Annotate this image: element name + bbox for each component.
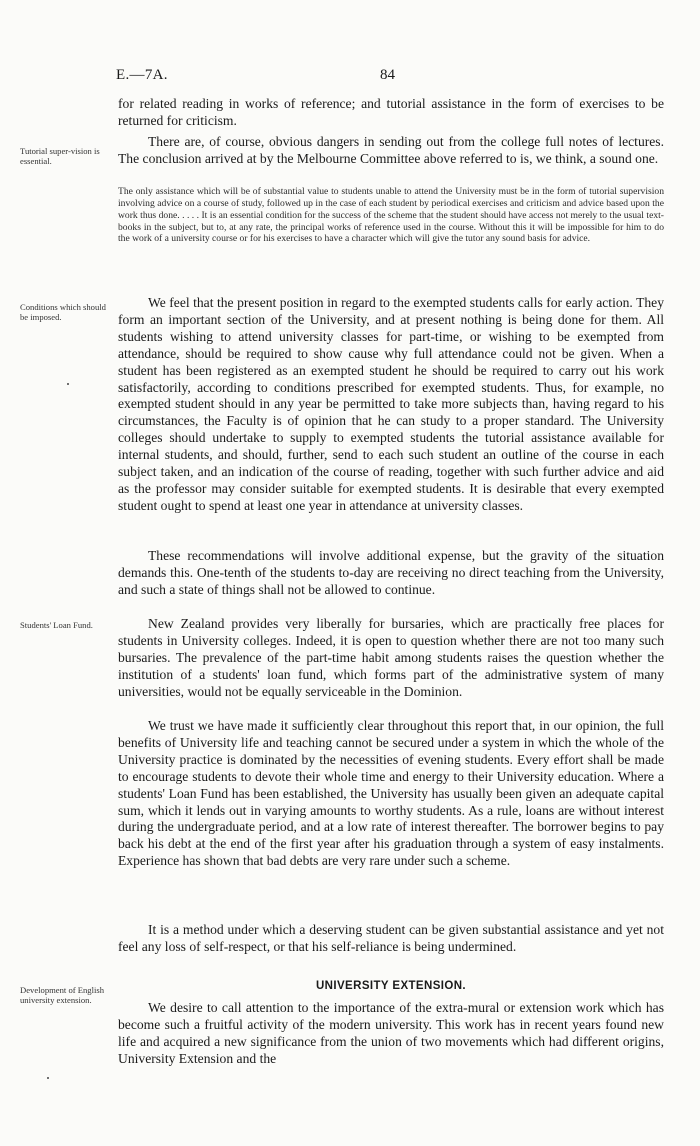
paragraph-5: We trust we have made it sufficiently clear throughout this report that, in our opinion, the full benefits of University life and teaching cannot be secured under a system in which the whole of the University practice is dominated by the necessities of evening students. Every effort shall be made to encourage students to devote their whole time and energy to their University education. Where a students' Loan Fund has been established, the University has usually been given an adequate capital sum, which it lends out in varying amounts to worthy students. As a rule, loans are without interest during the undergraduate period, and at a low rate of interest thereafter. The borrower begins to pay back his debt at the end of the first year after his graduation through a system of easy instalments. Experience has shown that bad debts are very rare under such a scheme.: [118, 718, 664, 869]
paragraph-3: These recommendations will involve additional expense, but the gravity of the situation demands this. One-tenth of the students to-day are receiving no direct teaching from the University, and such a state of things shall not be allowed to continue.: [118, 548, 664, 597]
paragraph-2: We feel that the present position in regard to the exempted students calls for early action. They form an important section of the University, and at present nothing is being done for them. All students wishing to attend university classes for part-time, or wishing to be exempted from attendance, should be required to show cause why full attendance could not be given. When a student has been registered as an exempted student he should be required to carry out his work satisfactorily, according to conditions prescribed for exempted students. Thus, for example, no exempted student should in any year be permitted to take more subjects than, having regard to his circumstances, the Faculty is of opinion that he can study to a proper standard. The University colleges should undertake to supply to exempted students the tutorial assistance available for internal students, and should, further, send to each such student an outline of the course in each subject taken, and an indication of the course of reading, together with such further advice and aid as the professor may consider suitable for exempted students. It is desirable that every exempted student ought to spend at least one year in attendance at university classes.: [118, 295, 664, 513]
document-reference: E.—7A.: [116, 67, 168, 83]
paragraph-1: There are, of course, obvious dangers in sending out from the college full notes of lectures. The conclusion arrived at by the Melbourne Committee above referred to is, we think, a sound one.: [118, 134, 664, 166]
margin-note-loan-fund: Students' Loan Fund.: [20, 620, 93, 630]
quotation-block: The only assistance which will be of substantial value to students unable to attend the University must be in the form of tutorial supervision involving advice on a course of study, followed up in the case of each student by periodical exercises and criticism and advice based upon the work thus done. . . . . It is an essential condition for the success of the scheme that the student should have access not merely to the usual text-books in the subject, but to, at any rate, the principal works of reference used in the course. Without this it will be impossible for him to do the work of a university course or for his exercises to have a character which will give the tutor any sound basis for advice.: [118, 186, 664, 245]
margin-note-conditions: Conditions which should be imposed.: [20, 302, 106, 323]
page-number: 84: [380, 67, 395, 83]
margin-note-extension: Development of English university extension.: [20, 985, 105, 1006]
scan-speck: [47, 1077, 49, 1079]
margin-note-tutorial: Tutorial super-vision is essential.: [20, 146, 100, 167]
paragraph-0: for related reading in works of reference; and tutorial assistance in the form of exercises to be returned for criticism.: [118, 96, 664, 128]
section-heading: UNIVERSITY EXTENSION.: [315, 980, 467, 992]
paragraph-6: It is a method under which a deserving student can be given substantial assistance and yet not feel any loss of self-respect, or that his self-reliance is being undermined.: [118, 922, 664, 954]
scan-speck: [67, 383, 69, 385]
paragraph-7: We desire to call attention to the importance of the extra-mural or extension work which has become such a fruitful activity of the modern university. This work has in recent years found new life and acquired a new significance from the union of two movements which had different origins, University Extension and the: [118, 1000, 664, 1066]
paragraph-4: New Zealand provides very liberally for bursaries, which are practically free places for students in University colleges. Indeed, it is open to question whether there are not too many such bursaries. The prevalence of the part-time habit among students raises the question whether the institution of a students' loan fund, which forms part of the administrative system of many universities, would not be equally serviceable in the Dominion.: [118, 616, 664, 699]
